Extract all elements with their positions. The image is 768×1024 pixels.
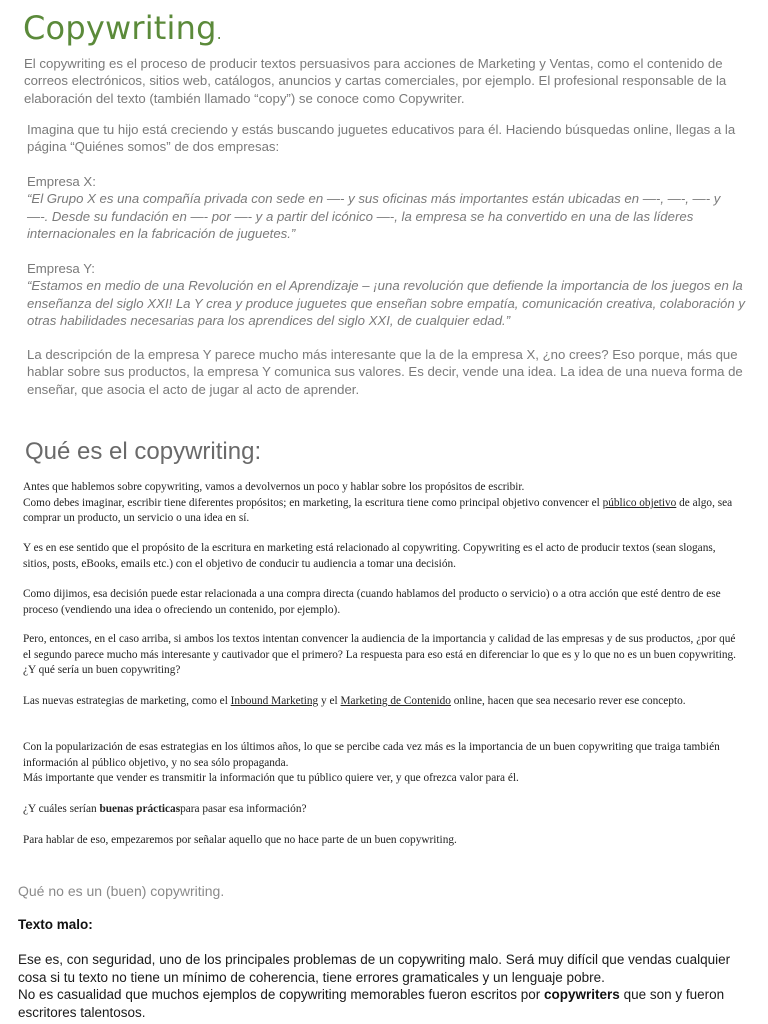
best-practices-bold: buenas prácticas — [99, 803, 181, 815]
intro-bad-copy-paragraph: Para hablar de eso, empezaremos por señalar aquello que no hace parte de un buen copywriting. — [23, 834, 457, 846]
imagine-paragraph: Imagina que tu hijo está creciendo y estás buscando juguetes educativos para él. Haciendo búsquedas online, llegas a la página “Quiénes somos” de dos empresas: — [27, 122, 736, 155]
intro-paragraph: El copywriting es el proceso de producir textos persuasivos para acciones de Marketing y Ventas, como el contenido de correos electrónicos, sitios web, catálogos, anuncios y cartas comerciales, por ejemplo. El profesional responsable de la elaboración del texto (también llamado “copy”) se conoce como Copywriter. — [24, 56, 727, 106]
question-paragraph: Pero, entonces, en el caso arriba, si ambos los textos intentan convencer la audiencia de la importancia y calidad de las empresas y de sus productos, ¿por qué el segundo parece mucho más interesante y cautivador que el primero? La respuesta para eso está en diferenciar lo que es y lo que no es un buen copywriting. ¿Y qué sería un buen copywriting? — [23, 633, 737, 677]
page-title — [23, 6, 222, 56]
company-x-block — [27, 173, 745, 243]
content-marketing-link[interactable]: Marketing de Contenido — [340, 695, 451, 707]
purpose-text-after-link: de algo, sea comprar un producto, un servicio o una idea en sí. — [23, 496, 733, 525]
bad-text-line-1: Ese es, con seguridad, uno de los principales problemas de un copywriting malo. Será muy difícil que vendas cualquier cosa si tu texto no tiene un mínimo de coherencia, tiene errores gramaticales y un lenguaje pobre. — [18, 952, 731, 985]
bad-text-after-bold: que son y fueron escritores talentosos. — [18, 987, 725, 1020]
bad-text-paragraph — [18, 951, 748, 1021]
target-audience-link[interactable]: público objetivo — [602, 496, 677, 509]
bad-text-bold: copywriters — [544, 987, 620, 1002]
comparison-paragraph: La descripción de la empresa Y parece mucho más interesante que la de la empresa X, ¿no crees? Eso porque, más que hablar sobre sus productos, la empresa Y comunica sus valores. Es decir, vende una idea. La idea de una nueva forma de enseñar, que asocia el acto de jugar al acto de aprender. — [27, 347, 743, 397]
popularization-line-2: Más importante que vender es transmitir la información que tu público quiere ver, y que ofrezca valor para él. — [23, 772, 519, 785]
strategies-text-2: y el — [321, 695, 338, 707]
definition-paragraph: Y es en ese sentido que el propósito de la escritura en marketing está relacionado al copywriting. Copywriting es el acto de producir textos (sean slogans, sitios, posts, eBooks, emails etc.) con el objetivo de conducir tu audiencia a tomar una decisión. — [23, 542, 716, 570]
page-title-dot: . — [216, 24, 222, 43]
strategies-paragraph — [23, 694, 745, 710]
decision-paragraph: Como dijimos, esa decisión puede estar relacionada a una compra directa (cuando hablamos del producto o servicio) o a otra acción que esté dentro de ese proceso (vendiendo una idea o ofreciendo un contenido, por ejemplo). — [23, 588, 721, 616]
strategies-text-1: Las nuevas estrategias de marketing, como el — [23, 695, 228, 707]
strategies-text-3: online, hacen que sea necesario rever ese concepto. — [453, 695, 686, 707]
bad-text-line-2 — [18, 986, 748, 1021]
popularization-paragraph — [23, 740, 745, 787]
purpose-line-1: Antes que hablemos sobre copywriting, vamos a devolvernos un poco y hablar sobre los propósitos de escribir. — [23, 481, 525, 493]
page-title-text: Copywriting — [23, 9, 217, 47]
bad-text-before-bold: No es casualidad que muchos ejemplos de copywriting memorables fueron escritos por — [18, 987, 541, 1002]
best-practices-paragraph — [23, 802, 745, 818]
company-y-quote: “Estamos en medio de una Revolución en el Aprendizaje – ¡una revolución que defiende la importancia de los juegos en la enseñanza del siglo XXI! La Y crea y produce juguetes que enseñan sobre empatía, comunicación creativa, colaboración y otras habilidades necesarias para los aprendices del siglo XXI, de cualquier edad.” — [27, 278, 745, 329]
company-y-block — [27, 260, 745, 330]
bad-text-heading: Texto malo: — [18, 917, 93, 932]
subheading-not-copywriting: Qué no es un (buen) copywriting. — [18, 883, 225, 899]
inbound-marketing-link[interactable]: Inbound Marketing — [230, 695, 319, 707]
section-heading: Qué es el copywriting: — [25, 438, 262, 465]
best-practices-after: para pasar esa información? — [180, 803, 307, 815]
company-x-quote: “El Grupo X es una compañía privada con sede en —- y sus oficinas más importantes están ubicadas en —-, —-, —- y —-. Desde su fundación en —- por —- y a partir del icónico —-, la empresa se ha convertido en una de las líderes internacionales en la fabricación de juguetes.” — [27, 191, 721, 242]
purpose-text-before-link: Como debes imaginar, escribir tiene diferentes propósitos; en marketing, la escritura tiene como principal objetivo convencer el — [23, 496, 600, 509]
popularization-line-1: Con la popularización de esas estrategias en los últimos años, lo que se percibe cada vez más es la importancia de un buen copywriting que traiga también información al público objetivo, y no sea sólo propaganda. — [23, 741, 720, 769]
purpose-paragraph — [23, 480, 745, 527]
company-y-label: Empresa Y: — [27, 261, 95, 276]
best-practices-before: ¿Y cuáles serían — [23, 803, 97, 815]
company-x-label: Empresa X: — [27, 174, 96, 189]
